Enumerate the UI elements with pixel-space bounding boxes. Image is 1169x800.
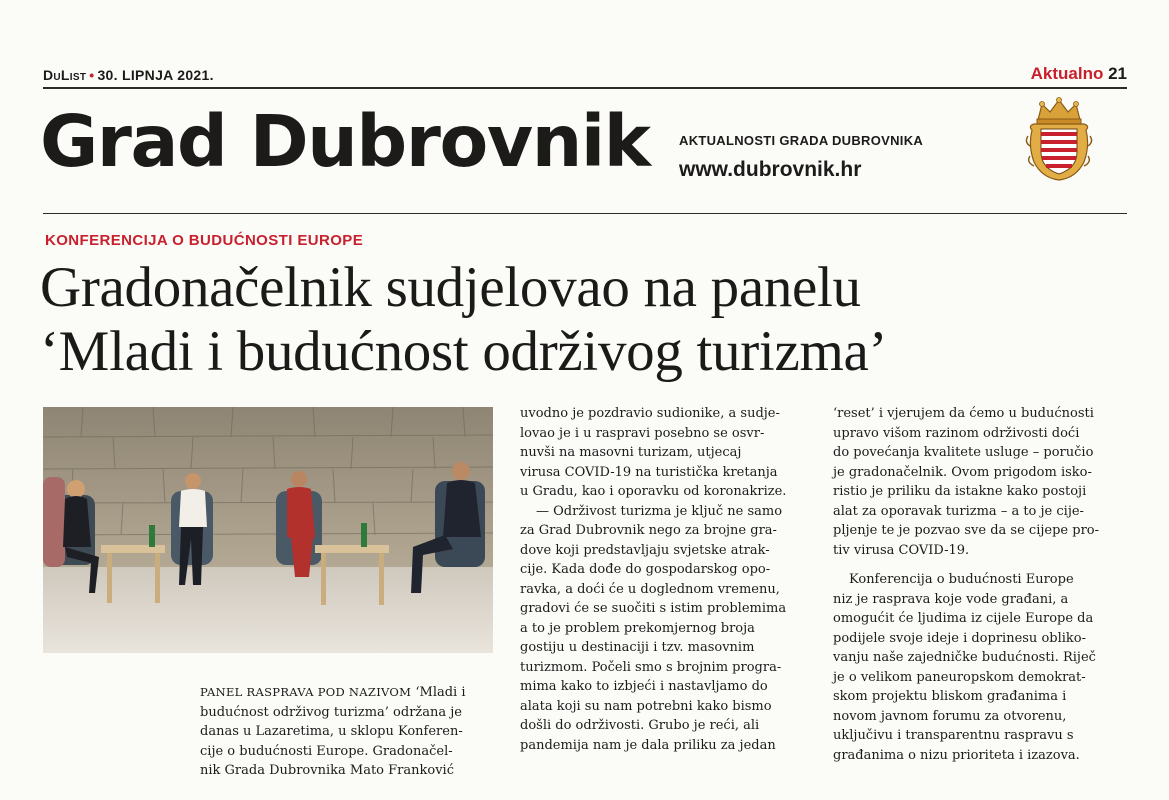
section-divider — [43, 213, 1127, 214]
body-line: do povećanja kvalitete usluge – poručio — [833, 445, 1094, 460]
body-line: uvodno je pozdravio sudionike, a sudje- — [520, 406, 780, 421]
masthead-separator: • — [89, 67, 95, 83]
body-line: je o velikom paneuropskom demokrat- — [833, 669, 1086, 685]
article-column-1 — [520, 404, 810, 755]
caption-line: nik Grada Dubrovnika Mato Franković — [200, 763, 454, 778]
brand-url: www.dubrovnik.hr — [679, 158, 862, 181]
dubrovnik-coat-of-arms-icon — [1024, 96, 1094, 182]
caption-line: budućnost održivog turizma’ održana je — [200, 704, 462, 720]
body-line: skom projektu bliskom građanima i — [833, 689, 1067, 704]
body-line: došli do održivosti. Grubo je reći, ali — [520, 718, 760, 733]
body-line: cije. Kada dođe do gospodarskog opo- — [520, 562, 771, 577]
body-line: nuvši na masovni turizam, utjecaj — [520, 445, 742, 460]
body-line: novom javnom forumu za otvorenu, — [833, 708, 1067, 724]
body-line: gostiju u destinaciji i tzv. masovnim — [520, 640, 755, 655]
body-line: dove koji predstavljaju svjetske atrak- — [520, 542, 770, 558]
body-line: gradovi će se suočiti s istim problemima — [520, 601, 787, 616]
caption-lead: PANEL RASPRAVA POD NAZIVOM — [200, 685, 412, 699]
body-line: Konferencija o budućnosti Europe — [849, 572, 1074, 587]
paragraph-gap — [833, 560, 1129, 570]
body-line: pljenje te je pozvao sve da se cijepe pro- — [833, 523, 1099, 538]
article-column-2 — [833, 404, 1129, 765]
headline-line: ‘Mladi i budućnost održivog turizma’ — [40, 320, 888, 383]
issue-date: 30. LIPNJA 2021. — [97, 67, 214, 83]
photo-caption — [200, 683, 496, 781]
body-line: podijele svoje ideje i doprinesu obliko- — [833, 630, 1086, 646]
page-number: 21 — [1108, 64, 1127, 83]
brand-title: Grad Dubrovnik — [40, 100, 650, 183]
article-kicker: KONFERENCIJA O BUDUĆNOSTI EUROPE — [45, 232, 364, 249]
body-line: mima kako to izbjeći i nastavljamo do — [520, 679, 768, 694]
body-line: niz je rasprava koje vode građani, a — [833, 591, 1069, 607]
body-line: ravka, a doći će u doglednom vremenu, — [520, 581, 780, 597]
body-line: turizmom. Počeli smo s brojnim progra- — [520, 659, 782, 675]
caption-line: ‘Mladi i — [411, 685, 466, 700]
body-line: tiv virusa COVID-19. — [833, 542, 970, 558]
panel-discussion-photo — [43, 407, 493, 653]
body-line: alat za oporavak turizma – a to je cije- — [833, 503, 1084, 519]
caption-line: danas u Lazaretima, u sklopu Konferen- — [200, 724, 463, 739]
body-line: lovao je i u raspravi posebno se osvr- — [520, 425, 765, 441]
caption-line: cije o budućnosti Europe. Gradonačel- — [200, 743, 453, 759]
body-line: ‘reset’ i vjerujem da ćemo u budućnosti — [833, 406, 1094, 421]
body-line: uključivu i transparentnu raspravu s — [833, 728, 1074, 743]
body-line: — Održivost turizma je ključ ne samo — [536, 503, 783, 519]
body-line: ristio je priliku da istakne kako postoji — [833, 484, 1087, 499]
paper-name: DuList — [43, 67, 87, 83]
body-line: omogućit će ljudima iz cijele Europe da — [833, 611, 1094, 626]
body-line: virusa COVID-19 na turistička kretanja — [520, 464, 778, 480]
section-page-label — [1031, 64, 1127, 84]
body-line: građanima o nizu prioriteta i izazova. — [833, 747, 1080, 763]
masthead-date-line — [43, 67, 214, 83]
body-line: za Grad Dubrovnik nego za brojne gra- — [520, 523, 777, 538]
body-line: alata koji su nam potrebni kako bismo — [520, 698, 772, 714]
body-line: je gradonačelnik. Ovom prigodom isko- — [833, 464, 1092, 480]
headline-line: Gradonačelnik sudjelovao na panelu — [40, 256, 861, 319]
body-line: a to je problem prekomjernog broja — [520, 620, 755, 636]
body-line: pandemija nam je dala priliku za jedan — [520, 737, 776, 753]
section-name: Aktualno — [1030, 64, 1104, 83]
body-line: u Gradu, kao i oporavku od koronakrize. — [520, 484, 787, 499]
article-headline — [40, 256, 1140, 384]
body-line: upravo višom razinom održivosti doći — [833, 425, 1080, 441]
brand-subtitle: AKTUALNOSTI GRADA DUBROVNIKA — [679, 133, 924, 148]
body-line: vanju naše zajedničke budućnosti. Riječ — [833, 650, 1096, 665]
masthead-bar — [43, 63, 1127, 89]
